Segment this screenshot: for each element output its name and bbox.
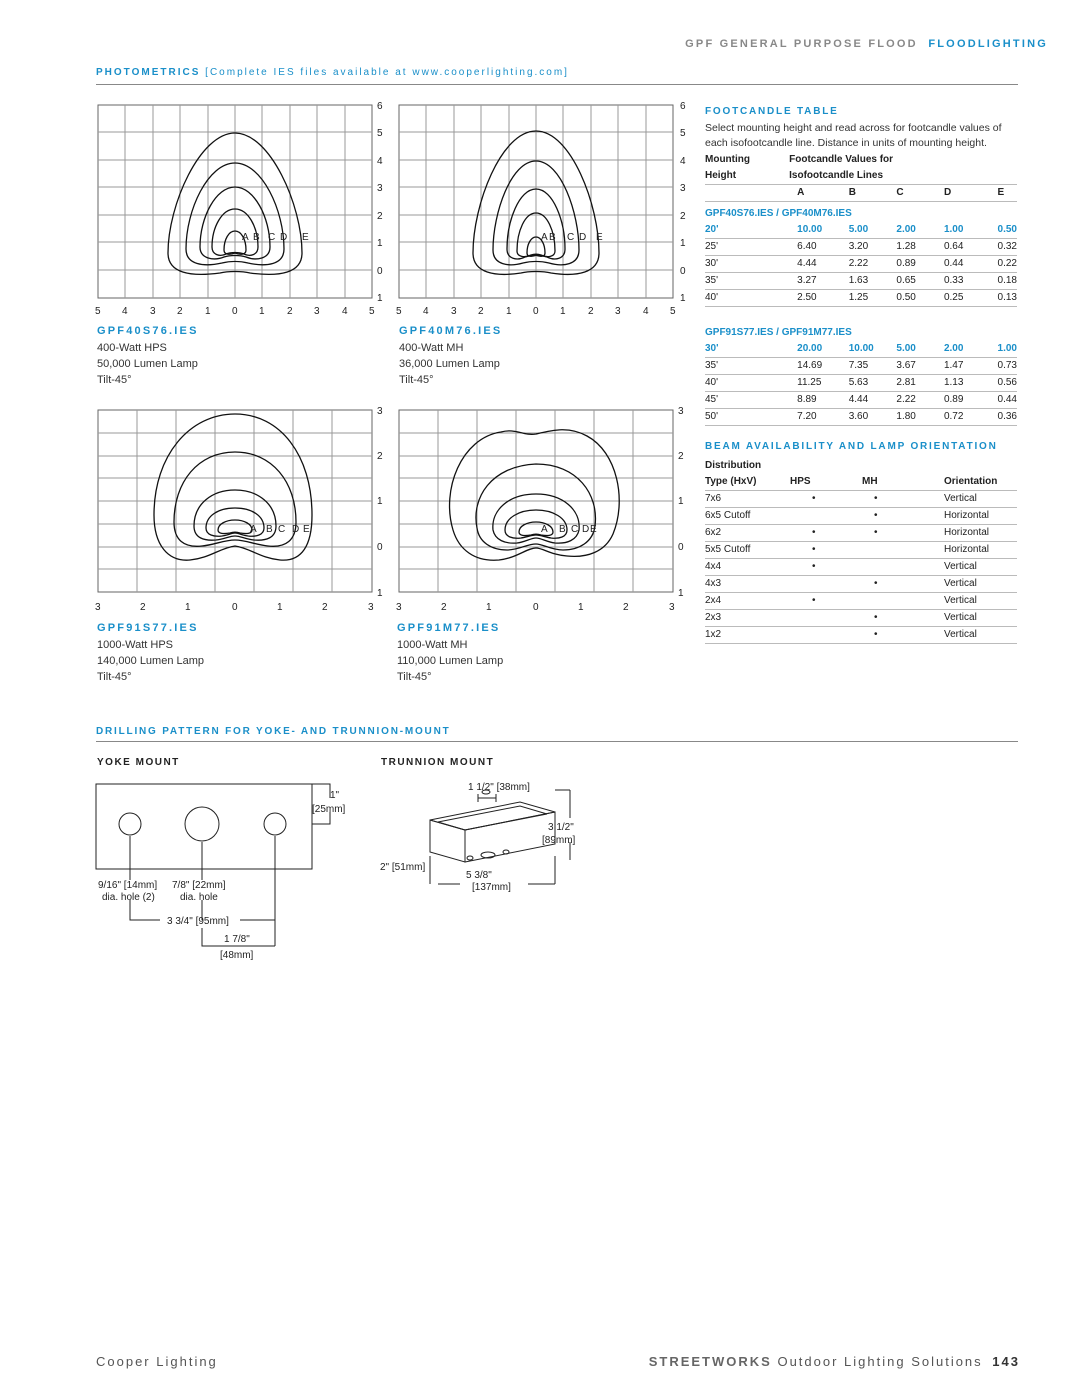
- footcandle-description: Select mounting height and read across for footcandle values of each isofootcandle line. Distance in units of mounting height.: [705, 122, 1002, 149]
- page-header: [685, 38, 1048, 50]
- table-cell: Horizontal: [944, 542, 1017, 559]
- table-row: [705, 627, 1017, 644]
- table-cell: 20.00: [789, 341, 841, 358]
- x-tick: 3: [150, 306, 156, 317]
- table-header-row: [705, 474, 1017, 491]
- x-tick: 4: [342, 306, 348, 317]
- chart-caption-gpf40m76: [399, 325, 502, 386]
- caption-line: 1000-Watt HPS: [97, 639, 174, 651]
- table-cell: 0.73: [984, 358, 1017, 375]
- table-header: Mounting: [705, 153, 750, 165]
- contour-label: B: [266, 524, 273, 535]
- contour-label: C: [268, 232, 276, 243]
- photometrics-heading: [96, 67, 569, 78]
- table-cell: 2x4: [705, 593, 790, 610]
- table-cell: 5.00: [888, 341, 936, 358]
- contour-label: A: [250, 524, 257, 535]
- chart-caption-gpf40s76: [97, 325, 199, 386]
- table-cell: 1.13: [936, 375, 984, 392]
- beam-table: [705, 458, 1017, 644]
- y-tick: 6: [680, 101, 686, 112]
- table-cell: 25': [705, 239, 789, 256]
- contour-label: D: [292, 524, 300, 535]
- y-tick: 1: [680, 293, 686, 304]
- caption-line: 140,000 Lumen Lamp: [97, 655, 205, 667]
- table-header: Type (HxV): [705, 474, 790, 491]
- x-tick: 5: [369, 306, 375, 317]
- table-cell: 0.65: [888, 273, 936, 290]
- dim-label: 1 7/8": [224, 934, 250, 945]
- x-tick: 2: [177, 306, 183, 317]
- dim-label: 3 3/4" [95mm]: [167, 916, 229, 927]
- table-cell: Vertical: [944, 627, 1017, 644]
- table-cell: 2.00: [888, 222, 936, 239]
- x-tick: 2: [140, 602, 146, 613]
- table-cell: •: [862, 627, 944, 644]
- dim-label: [137mm]: [472, 882, 511, 893]
- dim-label: 2" [51mm]: [380, 862, 426, 873]
- trunnion-mount-diagram: [370, 780, 600, 900]
- table-cell: 0.22: [984, 256, 1017, 273]
- y-tick: 2: [678, 451, 684, 462]
- y-tick: 1: [377, 496, 383, 507]
- caption-line: Tilt-45°: [397, 671, 432, 683]
- caption-line: 400-Watt MH: [399, 342, 464, 354]
- contour-label: B: [253, 232, 260, 243]
- table-header-row: [705, 168, 1017, 185]
- y-tick: 2: [377, 451, 383, 462]
- x-tick: 3: [451, 306, 457, 317]
- table-cell: 2x3: [705, 610, 790, 627]
- table-row: [705, 256, 1017, 273]
- dim-label: 5 3/8": [466, 870, 492, 881]
- table-cell: 1.25: [841, 290, 889, 307]
- table-cell: 0.64: [936, 239, 984, 256]
- table-row: [705, 239, 1017, 256]
- table-header: Orientation: [944, 474, 1017, 491]
- table-cell: Vertical: [944, 491, 1017, 508]
- y-tick: 0: [377, 266, 383, 277]
- photometric-chart-gpf40m76: [391, 95, 691, 320]
- table-cell: 8.89: [789, 392, 841, 409]
- table-header: A: [789, 185, 841, 202]
- table-cell: •: [862, 491, 944, 508]
- contour-label: A: [541, 232, 548, 243]
- x-tick: 0: [232, 602, 238, 613]
- x-tick: 2: [588, 306, 594, 317]
- x-tick: 3: [314, 306, 320, 317]
- table-cell: Vertical: [944, 559, 1017, 576]
- dim-label: 3 1/2": [548, 822, 574, 833]
- table-cell: Vertical: [944, 610, 1017, 627]
- table-cell: 2.22: [841, 256, 889, 273]
- table-cell: 2.22: [888, 392, 936, 409]
- table-cell: 0.50: [984, 222, 1017, 239]
- category-title: FLOODLIGHTING: [928, 38, 1048, 50]
- table-cell: 3.20: [841, 239, 889, 256]
- table-row: [705, 508, 1017, 525]
- x-tick: 5: [670, 306, 676, 317]
- table-cell: 3.60: [841, 409, 889, 426]
- contour-label: A: [541, 524, 548, 535]
- dim-label: dia. hole (2): [102, 892, 155, 903]
- table-cell: •: [862, 576, 944, 593]
- table-cell: 1x2: [705, 627, 790, 644]
- footer-product-line: STREETWORKS: [648, 1354, 772, 1369]
- chart-file-name: GPF91M77.IES: [397, 622, 501, 634]
- table-header: B: [841, 185, 889, 202]
- table-cell: 0.32: [984, 239, 1017, 256]
- y-tick: 0: [377, 542, 383, 553]
- table-cell: •: [862, 525, 944, 542]
- table-cell: 35': [705, 273, 789, 290]
- table-row: [705, 525, 1017, 542]
- y-tick: 0: [678, 542, 684, 553]
- table-row: [705, 542, 1017, 559]
- contour-label: C: [278, 524, 286, 535]
- table-cell: •: [862, 508, 944, 525]
- table-row: [705, 375, 1017, 392]
- divider: [96, 84, 1018, 85]
- y-tick: 5: [377, 128, 383, 139]
- table-cell: [862, 593, 944, 610]
- table-cell: 6.40: [789, 239, 841, 256]
- x-tick: 1: [506, 306, 512, 317]
- y-tick: 3: [678, 406, 684, 417]
- chart-file-name: GPF40M76.IES: [399, 325, 503, 337]
- table-row: [705, 409, 1017, 426]
- caption-line: 110,000 Lumen Lamp: [397, 655, 504, 667]
- contour-label: E: [590, 524, 597, 535]
- table-header: D: [936, 185, 984, 202]
- yoke-title: YOKE MOUNT: [97, 757, 180, 768]
- x-tick: 3: [95, 602, 101, 613]
- dim-label: [25mm]: [312, 804, 346, 815]
- table-row: [705, 392, 1017, 409]
- caption-line: 400-Watt HPS: [97, 342, 167, 354]
- caption-line: 36,000 Lumen Lamp: [399, 358, 500, 370]
- contour-label: E: [302, 232, 309, 243]
- table-cell: •: [790, 559, 862, 576]
- table-header: MH: [862, 474, 944, 491]
- table-cell: 7.20: [789, 409, 841, 426]
- beam-title: BEAM AVAILABILITY AND LAMP ORIENTATION: [705, 441, 998, 452]
- table-cell: [790, 610, 862, 627]
- table-row: [705, 341, 1017, 358]
- x-tick: 1: [205, 306, 211, 317]
- table-cell: [790, 576, 862, 593]
- table-cell: 0.56: [984, 375, 1017, 392]
- caption-line: Tilt-45°: [399, 374, 434, 386]
- table-header: Isofootcandle Lines: [789, 168, 1017, 185]
- page-number: 143: [992, 1354, 1020, 1369]
- contour-label: E: [596, 232, 603, 243]
- table-cell: Vertical: [944, 593, 1017, 610]
- dim-label: 7/8" [22mm]: [172, 880, 226, 891]
- table-cell: 0.89: [936, 392, 984, 409]
- y-tick: 1: [377, 588, 383, 599]
- dim-label: 1 1/2" [38mm]: [468, 782, 530, 793]
- table-cell: 4.44: [789, 256, 841, 273]
- yoke-mount-diagram: [90, 780, 370, 970]
- x-tick: 2: [441, 602, 447, 613]
- table-cell: 20': [705, 222, 789, 239]
- table-row: [705, 559, 1017, 576]
- table-header: E: [984, 185, 1017, 202]
- footcandle-title: FOOTCANDLE TABLE: [705, 106, 839, 117]
- table-cell: [790, 627, 862, 644]
- x-tick: 2: [623, 602, 629, 613]
- table-header-row: [705, 185, 1017, 202]
- y-tick: 5: [680, 128, 686, 139]
- photometric-chart-gpf91s77: [90, 400, 390, 615]
- photometrics-title: PHOTOMETRICS: [96, 67, 201, 78]
- contour-label: E: [303, 524, 310, 535]
- table-cell: 10.00: [789, 222, 841, 239]
- table-header-row: [705, 458, 1017, 474]
- table-section-row: [705, 307, 1017, 342]
- caption-line: 1000-Watt MH: [397, 639, 468, 651]
- table-cell: Vertical: [944, 576, 1017, 593]
- table-cell: 6x2: [705, 525, 790, 542]
- dim-label: 1": [330, 790, 340, 801]
- chart-caption-gpf91m77: [397, 622, 503, 683]
- caption-line: Tilt-45°: [97, 374, 132, 386]
- table-row: [705, 576, 1017, 593]
- caption-line: Tilt-45°: [97, 671, 132, 683]
- table-cell: 1.47: [936, 358, 984, 375]
- table-cell: 5x5 Cutoff: [705, 542, 790, 559]
- table-cell: 5.00: [841, 222, 889, 239]
- table-row: [705, 593, 1017, 610]
- table-cell: 30': [705, 341, 789, 358]
- footer-tagline: Outdoor Lighting Solutions: [777, 1354, 983, 1369]
- table-cell: 7.35: [841, 358, 889, 375]
- table-cell: 14.69: [789, 358, 841, 375]
- x-tick: 1: [560, 306, 566, 317]
- table-cell: 6x5 Cutoff: [705, 508, 790, 525]
- divider: [96, 741, 1018, 742]
- table-header-row: [705, 152, 1017, 168]
- y-tick: 1: [678, 496, 684, 507]
- x-tick: 1: [277, 602, 283, 613]
- contour-label: D: [579, 232, 587, 243]
- table-cell: 40': [705, 290, 789, 307]
- table-cell: 4x3: [705, 576, 790, 593]
- x-tick: 3: [368, 602, 374, 613]
- table-cell: 4.44: [841, 392, 889, 409]
- table-cell: [862, 542, 944, 559]
- x-tick: 2: [287, 306, 293, 317]
- table-cell: •: [790, 491, 862, 508]
- table-row: [705, 273, 1017, 290]
- dim-label: [89mm]: [542, 835, 576, 846]
- table-cell: Horizontal: [944, 525, 1017, 542]
- table-row: [705, 222, 1017, 239]
- table-cell: [862, 559, 944, 576]
- footer-right: [649, 1354, 1020, 1369]
- x-tick: 4: [423, 306, 429, 317]
- y-tick: 3: [377, 406, 383, 417]
- table-cell: 35': [705, 358, 789, 375]
- y-tick: 2: [377, 211, 383, 222]
- table-cell: 7x6: [705, 491, 790, 508]
- x-tick: 5: [396, 306, 402, 317]
- photometric-chart-gpf91m77: [391, 400, 691, 615]
- chart-file-name: GPF40S76.IES: [97, 325, 199, 337]
- table-section-label: GPF40S76.IES / GPF40M76.IES: [705, 207, 852, 219]
- table-header: C: [888, 185, 936, 202]
- table-section-row: [705, 202, 1017, 223]
- x-tick: 4: [643, 306, 649, 317]
- table-cell: 1.63: [841, 273, 889, 290]
- table-row: [705, 358, 1017, 375]
- y-tick: 3: [680, 183, 686, 194]
- table-cell: 0.89: [888, 256, 936, 273]
- table-cell: 5.63: [841, 375, 889, 392]
- y-tick: 1: [377, 293, 383, 304]
- table-cell: 45': [705, 392, 789, 409]
- y-tick: 3: [377, 183, 383, 194]
- drilling-title: DRILLING PATTERN FOR YOKE- AND TRUNNION-MOUNT: [96, 726, 451, 737]
- chart-caption-gpf91s77: [97, 622, 204, 683]
- table-cell: 2.81: [888, 375, 936, 392]
- table-cell: 0.33: [936, 273, 984, 290]
- chart-file-name: GPF91S77.IES: [97, 622, 199, 634]
- table-row: [705, 491, 1017, 508]
- table-cell: 1.28: [888, 239, 936, 256]
- y-tick: 0: [680, 266, 686, 277]
- table-cell: •: [790, 542, 862, 559]
- dim-label: dia. hole: [180, 892, 218, 903]
- table-section-label: GPF91S77.IES / GPF91M77.IES: [705, 326, 852, 338]
- x-tick: 4: [122, 306, 128, 317]
- y-tick: 1: [678, 588, 684, 599]
- contour-label: B: [559, 524, 566, 535]
- table-cell: 4x4: [705, 559, 790, 576]
- x-tick: 3: [669, 602, 675, 613]
- photometric-chart-gpf40s76: [90, 95, 390, 320]
- y-tick: 1: [680, 238, 686, 249]
- table-header: Distribution: [705, 459, 762, 471]
- table-cell: 40': [705, 375, 789, 392]
- caption-line: 50,000 Lumen Lamp: [97, 358, 198, 370]
- table-cell: 0.50: [888, 290, 936, 307]
- table-cell: 0.44: [936, 256, 984, 273]
- table-cell: •: [862, 610, 944, 627]
- dim-label: [48mm]: [220, 950, 254, 961]
- x-tick: 0: [533, 602, 539, 613]
- contour-label: C: [567, 232, 575, 243]
- trunnion-title: TRUNNION MOUNT: [381, 757, 495, 768]
- table-cell: 2.50: [789, 290, 841, 307]
- x-tick: 1: [185, 602, 191, 613]
- table-header: Footcandle Values for: [789, 153, 894, 165]
- table-cell: 1.00: [984, 341, 1017, 358]
- table-row: [705, 610, 1017, 627]
- table-row: [705, 290, 1017, 307]
- table-cell: 0.44: [984, 392, 1017, 409]
- x-tick: 0: [232, 306, 238, 317]
- x-tick: 3: [396, 602, 402, 613]
- photometrics-note: [Complete IES files available at www.cooperlighting.com]: [205, 67, 569, 78]
- table-cell: 1.80: [888, 409, 936, 426]
- y-tick: 4: [377, 156, 383, 167]
- y-tick: 6: [377, 101, 383, 112]
- table-cell: Horizontal: [944, 508, 1017, 525]
- table-cell: 2.00: [936, 341, 984, 358]
- table-header: HPS: [790, 474, 862, 491]
- y-tick: 4: [680, 156, 686, 167]
- contour-label: D: [582, 524, 590, 535]
- table-cell: 0.72: [936, 409, 984, 426]
- table-cell: 0.36: [984, 409, 1017, 426]
- x-tick: 1: [259, 306, 265, 317]
- contour-label: D: [280, 232, 288, 243]
- table-cell: 0.13: [984, 290, 1017, 307]
- x-tick: 3: [615, 306, 621, 317]
- x-tick: 2: [322, 602, 328, 613]
- table-cell: 10.00: [841, 341, 889, 358]
- table-cell: 1.00: [936, 222, 984, 239]
- table-cell: 50': [705, 409, 789, 426]
- footcandle-table: [705, 152, 1017, 426]
- table-cell: 0.25: [936, 290, 984, 307]
- table-cell: •: [790, 525, 862, 542]
- x-tick: 1: [578, 602, 584, 613]
- table-cell: 11.25: [789, 375, 841, 392]
- contour-label: C: [571, 524, 579, 535]
- x-tick: 5: [95, 306, 101, 317]
- dim-label: 9/16" [14mm]: [98, 880, 158, 891]
- x-tick: 1: [486, 602, 492, 613]
- x-tick: 0: [533, 306, 539, 317]
- table-cell: 3.67: [888, 358, 936, 375]
- table-cell: [790, 508, 862, 525]
- series-title: GPF GENERAL PURPOSE FLOOD: [685, 38, 918, 50]
- table-cell: 3.27: [789, 273, 841, 290]
- x-tick: 2: [478, 306, 484, 317]
- footer-brand: Cooper Lighting: [96, 1354, 218, 1369]
- table-cell: 30': [705, 256, 789, 273]
- table-header: Height: [705, 168, 789, 185]
- table-cell: •: [790, 593, 862, 610]
- contour-label: B: [549, 232, 556, 243]
- y-tick: 1: [377, 238, 383, 249]
- contour-label: A: [242, 232, 249, 243]
- y-tick: 2: [680, 211, 686, 222]
- table-cell: 0.18: [984, 273, 1017, 290]
